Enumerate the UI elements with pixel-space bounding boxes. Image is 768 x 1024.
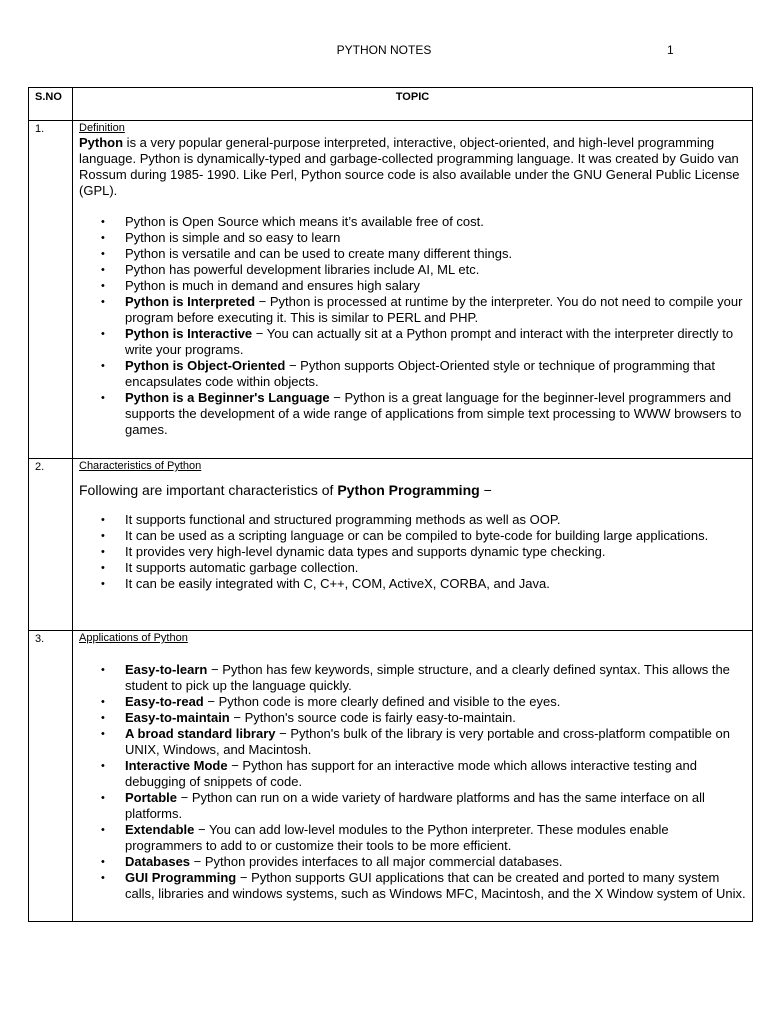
item-text: It supports automatic garbage collection.	[125, 560, 359, 575]
item-text: − You can add low-level modules to the Python interpreter. These modules enable programmers to add to or customize their tools to be more efficient.	[125, 822, 669, 853]
item-text: Python is Open Source which means it’s available free of cost.	[125, 214, 484, 229]
list-item	[125, 358, 746, 390]
item-bold-term: GUI Programming	[125, 870, 237, 885]
item-text: − Python supports GUI applications that can be created and ported to many system calls, libraries and windows systems, such as Windows MFC, Macintosh, and the X Window system of Unix.	[125, 870, 746, 901]
serial-number: 2.	[35, 461, 45, 473]
item-text: − Python can run on a wide variety of hardware platforms and has the same interface on all platforms.	[125, 790, 705, 821]
list-item	[125, 262, 746, 278]
topic-content	[73, 631, 752, 902]
list-item	[125, 544, 746, 560]
item-bold-term: Python is Interactive	[125, 326, 253, 341]
item-bold-term: Easy-to-read	[125, 694, 204, 709]
item-text: − Python has support for an interactive mode which allows interactive testing and debugging of snippets of code.	[125, 758, 697, 789]
list-item	[125, 694, 746, 710]
item-bold-term: Python is Object-Oriented	[125, 358, 286, 373]
list-item	[125, 230, 746, 246]
section-heading: Applications of Python	[79, 632, 188, 644]
item-text: Python is versatile and can be used to create many different things.	[125, 246, 513, 261]
item-bold-term: Databases	[125, 854, 191, 869]
item-text: − Python supports Object-Oriented style or technique of programming that encapsulates code within objects.	[125, 358, 715, 389]
header-cell-sno	[29, 88, 73, 121]
header-cell-topic	[73, 88, 753, 121]
section-heading: Characteristics of Python	[79, 460, 202, 472]
item-bold-term: Extendable	[125, 822, 195, 837]
list-item	[125, 294, 746, 326]
list-item	[125, 512, 746, 528]
topic-cell	[73, 631, 753, 922]
item-bold-term: Easy-to-learn	[125, 662, 208, 677]
list-item	[125, 790, 746, 822]
item-text: It supports functional and structured programming methods as well as OOP.	[125, 512, 561, 527]
intro-end: −	[479, 482, 492, 498]
topic-content	[73, 121, 752, 438]
item-text: − Python's bulk of the library is very portable and cross-platform compatible on UNIX, Windows, and Macintosh.	[125, 726, 730, 757]
list-item	[125, 246, 746, 262]
item-bold-term: Portable	[125, 790, 178, 805]
item-text: Python has powerful development libraries include AI, ML etc.	[125, 262, 480, 277]
page-header-title: PYTHON NOTES	[336, 43, 432, 57]
item-text: − Python code is more clearly defined and visible to the eyes.	[203, 694, 561, 709]
intro-text: Following are important characteristics of	[79, 482, 338, 498]
python-bold-term: Python	[79, 135, 124, 150]
list-item	[125, 822, 746, 854]
item-text: It can be used as a scripting language or can be compiled to byte-code for building large applications.	[125, 528, 709, 543]
table-row	[29, 631, 753, 922]
list-item	[125, 576, 746, 592]
item-text: It can be easily integrated with C, C++, COM, ActiveX, CORBA, and Java.	[125, 576, 550, 591]
page-number: 1	[667, 43, 674, 57]
item-bold-term: Interactive Mode	[125, 758, 228, 773]
list-item	[125, 710, 746, 726]
table-header-row	[29, 88, 753, 121]
sno-cell	[29, 631, 73, 922]
serial-number: 1.	[35, 123, 45, 135]
list-item	[125, 870, 746, 902]
list-item	[125, 854, 746, 870]
item-text: − Python's source code is fairly easy-to-maintain.	[229, 710, 516, 725]
item-text: Python is simple and so easy to learn	[125, 230, 341, 245]
topic-column-header: TOPIC	[395, 91, 430, 103]
bullet-list	[79, 214, 746, 438]
list-item	[125, 726, 746, 758]
item-bold-term: Python is Interpreted	[125, 294, 256, 309]
bullet-list	[79, 512, 746, 592]
intro-bold-term: Python Programming	[337, 482, 480, 498]
table-row	[29, 459, 753, 631]
item-text: − Python is a great language for the beginner-level programmers and supports the development of a wide range of applications from simple text processing to WWW browsers to games.	[125, 390, 742, 437]
topic-content	[73, 459, 752, 592]
table-row	[29, 121, 753, 459]
sno-cell	[29, 459, 73, 631]
characteristics-intro	[79, 481, 746, 499]
list-item	[125, 662, 746, 694]
item-text: − Python provides interfaces to all major commercial databases.	[190, 854, 563, 869]
item-bold-term: Easy-to-maintain	[125, 710, 230, 725]
definition-text: is a very popular general-purpose interpreted, interactive, object-oriented, and high-level programming language. Python is dynamically-typed and garbage-collected programming language. It was created by Guido van Rossum during 1985- 1990. Like Perl, Python source code is also available under the GNU General Public License (GPL).	[79, 135, 740, 198]
list-item	[125, 528, 746, 544]
item-bold-term: A broad standard library	[125, 726, 276, 741]
item-text: − Python has few keywords, simple structure, and a clearly defined syntax. This allows the student to pick up the language quickly.	[125, 662, 730, 693]
topic-cell	[73, 459, 753, 631]
bullet-list	[79, 662, 746, 902]
item-text: − Python is processed at runtime by the interpreter. You do not need to compile your program before executing it. This is similar to PERL and PHP.	[125, 294, 743, 325]
item-text: It provides very high-level dynamic data types and supports dynamic type checking.	[125, 544, 606, 559]
list-item	[125, 278, 746, 294]
item-text: Python is much in demand and ensures high salary	[125, 278, 420, 293]
list-item	[125, 214, 746, 230]
list-item	[125, 326, 746, 358]
sno-column-header: S.NO	[35, 91, 62, 103]
item-text: − You can actually sit at a Python prompt and interact with the interpreter directly to write your programs.	[125, 326, 734, 357]
list-item	[125, 390, 746, 438]
notes-table	[28, 87, 753, 922]
sno-cell	[29, 121, 73, 459]
section-heading: Definition	[79, 122, 125, 134]
list-item	[125, 758, 746, 790]
item-bold-term: Python is a Beginner's Language	[125, 390, 330, 405]
serial-number: 3.	[35, 633, 45, 645]
topic-cell	[73, 121, 753, 459]
list-item	[125, 560, 746, 576]
definition-paragraph	[79, 135, 746, 199]
